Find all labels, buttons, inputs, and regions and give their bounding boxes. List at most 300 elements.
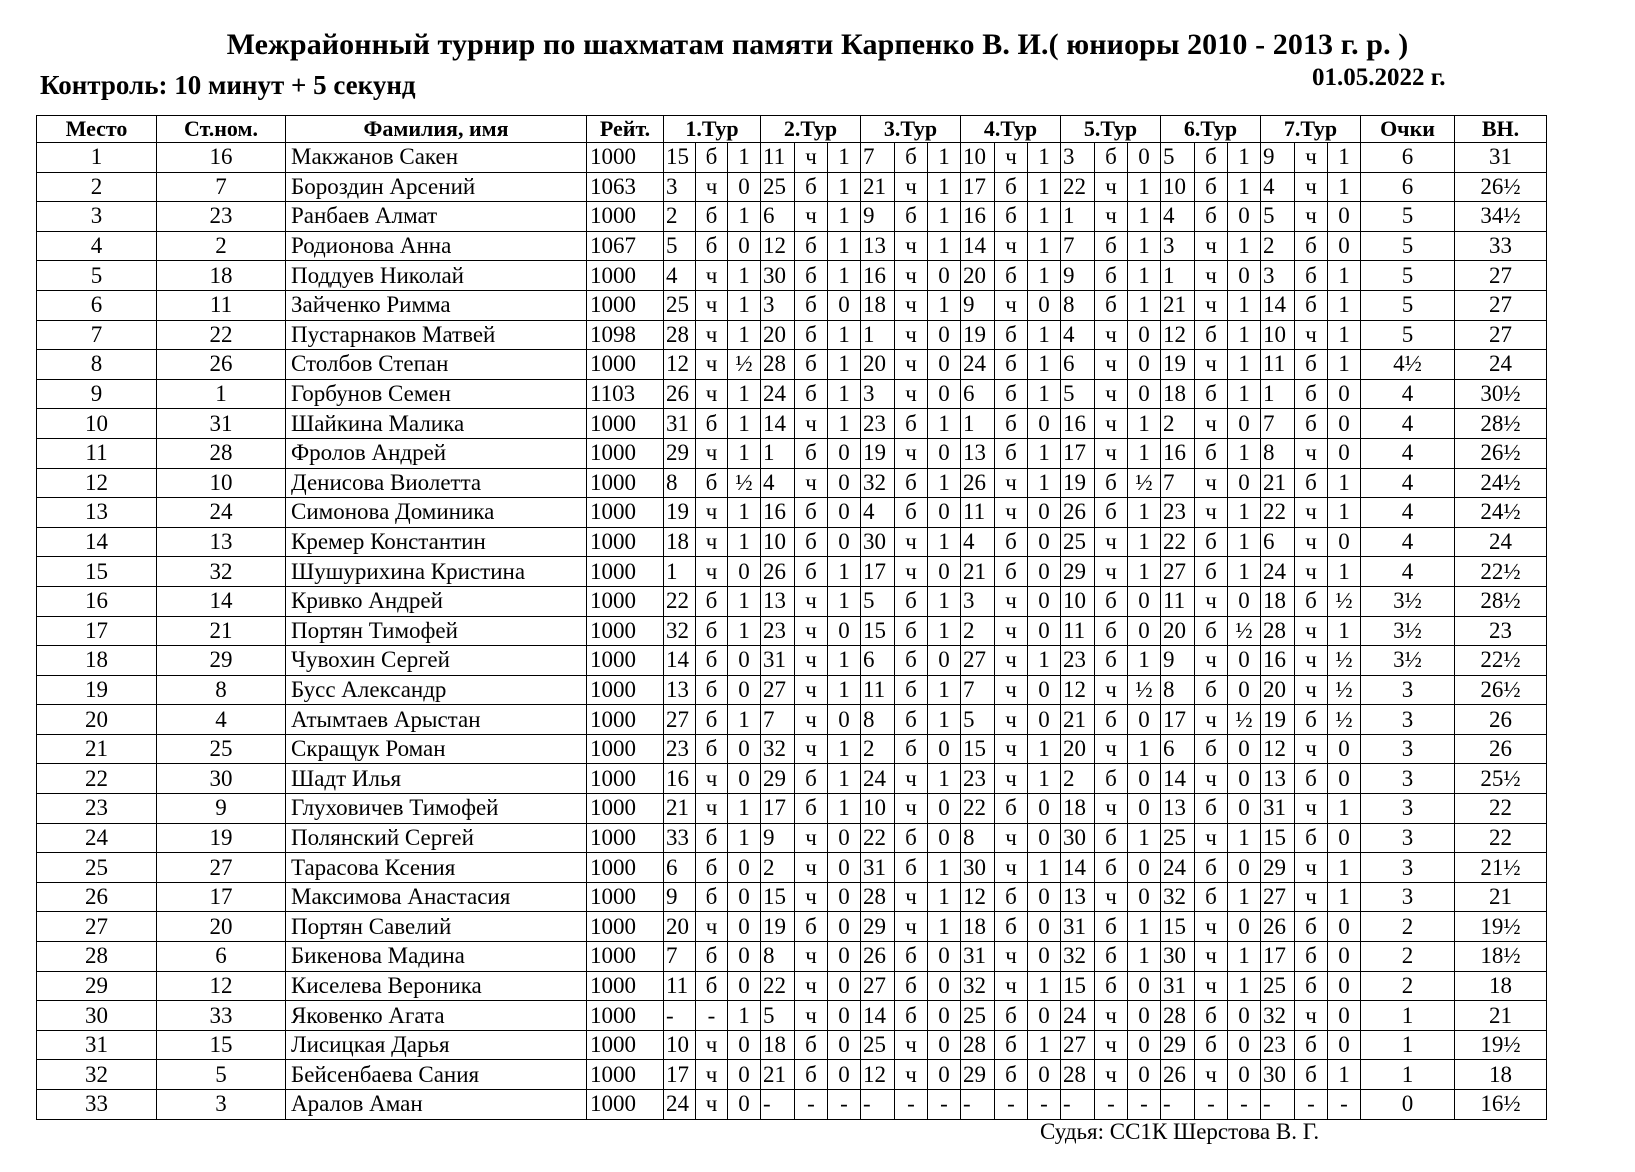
- round-7-color: -: [1295, 1090, 1328, 1120]
- round-2-opponent: 13: [761, 586, 795, 616]
- round-1-opponent: 4: [664, 261, 696, 291]
- round-1-opponent: 27: [664, 705, 696, 735]
- tiebreak: 26½: [1455, 438, 1547, 468]
- rating: 1000: [587, 1030, 664, 1060]
- player-name: Шушурихина Кристина: [286, 557, 587, 587]
- time-control: Контроль: 10 минут + 5 секунд: [40, 70, 416, 100]
- round-6-opponent: 7: [1161, 468, 1195, 498]
- round-7-opponent: 20: [1261, 675, 1295, 705]
- round-3-opponent: 28: [861, 882, 895, 912]
- round-5-result: 1: [1128, 912, 1161, 942]
- round-3-color: б: [895, 675, 928, 705]
- round-6-color: -: [1195, 1090, 1228, 1120]
- rating: 1000: [587, 468, 664, 498]
- place: 30: [37, 1001, 157, 1031]
- round-3-opponent: 31: [861, 853, 895, 883]
- round-3-result: 0: [928, 734, 961, 764]
- rating: 1000: [587, 823, 664, 853]
- round-2-color: б: [795, 557, 828, 587]
- round-7-color: ч: [1295, 172, 1328, 202]
- round-6-color: ч: [1195, 586, 1228, 616]
- tiebreak: 28½: [1455, 586, 1547, 616]
- place: 12: [37, 468, 157, 498]
- round-2-result: 0: [828, 1030, 861, 1060]
- table-row: [37, 1060, 1547, 1090]
- round-2-color: ч: [795, 675, 828, 705]
- round-1-color: ч: [696, 438, 728, 468]
- round-7-result: 1: [1328, 794, 1361, 824]
- round-7-result: 0: [1328, 1030, 1361, 1060]
- tiebreak: 28½: [1455, 409, 1547, 439]
- rating: 1000: [587, 882, 664, 912]
- round-4-opponent: 19: [961, 320, 995, 350]
- round-6-color: б: [1195, 734, 1228, 764]
- round-1-result: 1: [728, 202, 761, 232]
- round-5-color: б: [1095, 468, 1128, 498]
- round-1-color: ч: [696, 1030, 728, 1060]
- round-4-color: б: [995, 438, 1028, 468]
- round-7-color: ч: [1295, 794, 1328, 824]
- place: 14: [37, 527, 157, 557]
- round-3-color: б: [895, 942, 928, 972]
- round-4-result: 1: [1028, 320, 1061, 350]
- round-4-color: ч: [995, 290, 1028, 320]
- round-4-result: 1: [1028, 379, 1061, 409]
- round-5-result: 1: [1128, 823, 1161, 853]
- round-4-color: ч: [995, 498, 1028, 528]
- round-3-result: 0: [928, 350, 961, 380]
- tiebreak: 27: [1455, 290, 1547, 320]
- round-3-color: б: [895, 971, 928, 1001]
- round-4-opponent: 32: [961, 971, 995, 1001]
- round-7-result: 1: [1328, 498, 1361, 528]
- round-1-result: 1: [728, 616, 761, 646]
- round-2-opponent: 17: [761, 794, 795, 824]
- round-6-opponent: 10: [1161, 172, 1195, 202]
- round-4-opponent: 27: [961, 646, 995, 676]
- tiebreak: 27: [1455, 261, 1547, 291]
- round-6-color: ч: [1195, 942, 1228, 972]
- round-6-result: 0: [1228, 794, 1261, 824]
- points: 3½: [1361, 646, 1455, 676]
- rating: 1000: [587, 1090, 664, 1120]
- round-5-result: 1: [1128, 261, 1161, 291]
- round-2-color: б: [795, 912, 828, 942]
- round-1-opponent: 23: [664, 734, 696, 764]
- round-6-result: 1: [1228, 823, 1261, 853]
- round-2-opponent: 9: [761, 823, 795, 853]
- round-5-color: б: [1095, 764, 1128, 794]
- round-7-color: ч: [1295, 438, 1328, 468]
- round-4-opponent: 21: [961, 557, 995, 587]
- round-2-color: ч: [795, 882, 828, 912]
- points: 4: [1361, 379, 1455, 409]
- header-rating: Рейт.: [587, 116, 664, 143]
- place: 24: [37, 823, 157, 853]
- round-4-opponent: 14: [961, 231, 995, 261]
- round-5-color: б: [1095, 705, 1128, 735]
- place: 9: [37, 379, 157, 409]
- round-4-color: б: [995, 320, 1028, 350]
- round-6-result: 1: [1228, 438, 1261, 468]
- round-4-opponent: 3: [961, 586, 995, 616]
- tiebreak: 24½: [1455, 468, 1547, 498]
- round-1-result: 1: [728, 794, 761, 824]
- round-1-result: 1: [728, 823, 761, 853]
- round-2-result: -: [828, 1090, 861, 1120]
- start-number: 5: [157, 1060, 286, 1090]
- round-7-result: 0: [1328, 527, 1361, 557]
- round-3-opponent: 24: [861, 764, 895, 794]
- round-2-result: 1: [828, 794, 861, 824]
- round-5-result: 0: [1128, 705, 1161, 735]
- round-7-opponent: 3: [1261, 261, 1295, 291]
- round-6-result: 0: [1228, 409, 1261, 439]
- table-row: [37, 764, 1547, 794]
- rating: 1067: [587, 231, 664, 261]
- round-5-opponent: 4: [1061, 320, 1095, 350]
- round-4-result: 0: [1028, 586, 1061, 616]
- round-1-opponent: 15: [664, 143, 696, 173]
- start-number: 27: [157, 853, 286, 883]
- round-4-opponent: 11: [961, 498, 995, 528]
- points: 4: [1361, 409, 1455, 439]
- round-5-result: 1: [1128, 231, 1161, 261]
- round-1-color: б: [696, 882, 728, 912]
- round-1-color: б: [696, 231, 728, 261]
- start-number: 18: [157, 261, 286, 291]
- round-3-result: 1: [928, 882, 961, 912]
- round-4-result: 1: [1028, 438, 1061, 468]
- place: 25: [37, 853, 157, 883]
- place: 8: [37, 350, 157, 380]
- round-7-color: ч: [1295, 202, 1328, 232]
- table-row: [37, 942, 1547, 972]
- round-2-opponent: 19: [761, 912, 795, 942]
- round-3-opponent: 15: [861, 616, 895, 646]
- round-7-result: 1: [1328, 172, 1361, 202]
- place: 11: [37, 438, 157, 468]
- round-1-opponent: 2: [664, 202, 696, 232]
- round-4-opponent: 29: [961, 1060, 995, 1090]
- round-6-color: ч: [1195, 468, 1228, 498]
- round-7-result: 0: [1328, 823, 1361, 853]
- round-7-color: б: [1295, 379, 1328, 409]
- round-2-result: 0: [828, 468, 861, 498]
- round-2-result: 1: [828, 379, 861, 409]
- header-round-6: 6.Тур: [1161, 116, 1261, 143]
- round-3-opponent: 11: [861, 675, 895, 705]
- points: 2: [1361, 971, 1455, 1001]
- round-5-result: 0: [1128, 794, 1161, 824]
- start-number: 16: [157, 143, 286, 173]
- round-6-color: б: [1195, 853, 1228, 883]
- round-2-result: 1: [828, 557, 861, 587]
- round-5-color: ч: [1095, 379, 1128, 409]
- round-7-color: ч: [1295, 498, 1328, 528]
- tiebreak: 26: [1455, 705, 1547, 735]
- points: 5: [1361, 231, 1455, 261]
- round-1-color: ч: [696, 764, 728, 794]
- round-3-color: ч: [895, 557, 928, 587]
- round-6-result: 1: [1228, 527, 1261, 557]
- round-4-color: ч: [995, 586, 1028, 616]
- round-2-color: ч: [795, 409, 828, 439]
- round-3-opponent: 14: [861, 1001, 895, 1031]
- start-number: 1: [157, 379, 286, 409]
- round-2-opponent: 16: [761, 498, 795, 528]
- points: 0: [1361, 1090, 1455, 1120]
- table-row: [37, 143, 1547, 173]
- round-1-result: 1: [728, 143, 761, 173]
- round-4-opponent: 26: [961, 468, 995, 498]
- round-3-opponent: 32: [861, 468, 895, 498]
- round-7-opponent: -: [1261, 1090, 1295, 1120]
- round-2-result: 1: [828, 143, 861, 173]
- round-1-color: ч: [696, 1060, 728, 1090]
- round-2-color: б: [795, 231, 828, 261]
- round-1-opponent: -: [664, 1001, 696, 1031]
- round-2-color: ч: [795, 1001, 828, 1031]
- tiebreak: 30½: [1455, 379, 1547, 409]
- round-3-color: б: [895, 468, 928, 498]
- round-1-color: б: [696, 202, 728, 232]
- round-4-result: 1: [1028, 1030, 1061, 1060]
- round-2-opponent: 4: [761, 468, 795, 498]
- round-5-color: -: [1095, 1090, 1128, 1120]
- round-7-opponent: 27: [1261, 882, 1295, 912]
- round-3-result: 1: [928, 290, 961, 320]
- player-name: Шадт Илья: [286, 764, 587, 794]
- table-row: [37, 409, 1547, 439]
- place: 31: [37, 1030, 157, 1060]
- round-4-result: 1: [1028, 202, 1061, 232]
- table-row: [37, 202, 1547, 232]
- points: 4: [1361, 498, 1455, 528]
- rating: 1063: [587, 172, 664, 202]
- round-4-opponent: 23: [961, 764, 995, 794]
- round-6-result: 0: [1228, 468, 1261, 498]
- round-5-color: ч: [1095, 527, 1128, 557]
- round-6-color: ч: [1195, 912, 1228, 942]
- round-5-result: 1: [1128, 409, 1161, 439]
- round-7-opponent: 7: [1261, 409, 1295, 439]
- round-6-color: б: [1195, 794, 1228, 824]
- round-1-opponent: 25: [664, 290, 696, 320]
- place: 23: [37, 794, 157, 824]
- round-4-opponent: 10: [961, 143, 995, 173]
- round-3-color: ч: [895, 290, 928, 320]
- tiebreak: 18: [1455, 1060, 1547, 1090]
- start-number: 30: [157, 764, 286, 794]
- round-2-result: 1: [828, 172, 861, 202]
- round-6-result: 1: [1228, 557, 1261, 587]
- start-number: 28: [157, 438, 286, 468]
- round-2-result: 0: [828, 912, 861, 942]
- round-2-result: 1: [828, 202, 861, 232]
- round-2-opponent: 30: [761, 261, 795, 291]
- round-5-opponent: 11: [1061, 616, 1095, 646]
- round-3-color: ч: [895, 350, 928, 380]
- round-6-opponent: 26: [1161, 1060, 1195, 1090]
- round-6-opponent: 24: [1161, 853, 1195, 883]
- round-2-color: б: [795, 379, 828, 409]
- round-7-result: 0: [1328, 734, 1361, 764]
- round-7-color: ч: [1295, 616, 1328, 646]
- round-1-color: ч: [696, 1090, 728, 1120]
- round-3-color: б: [895, 853, 928, 883]
- round-4-opponent: 30: [961, 853, 995, 883]
- round-3-result: 1: [928, 705, 961, 735]
- round-2-result: 1: [828, 675, 861, 705]
- round-6-opponent: 30: [1161, 942, 1195, 972]
- start-number: 9: [157, 794, 286, 824]
- round-4-result: 1: [1028, 172, 1061, 202]
- round-3-color: б: [895, 586, 928, 616]
- round-6-opponent: 2: [1161, 409, 1195, 439]
- player-name: Полянский Сергей: [286, 823, 587, 853]
- round-4-result: 1: [1028, 231, 1061, 261]
- round-5-opponent: 1: [1061, 202, 1095, 232]
- rating: 1000: [587, 438, 664, 468]
- tiebreak: 24: [1455, 527, 1547, 557]
- table-row: [37, 675, 1547, 705]
- round-7-opponent: 2: [1261, 231, 1295, 261]
- round-7-result: 1: [1328, 290, 1361, 320]
- round-5-color: ч: [1095, 675, 1128, 705]
- round-2-color: б: [795, 794, 828, 824]
- round-2-color: -: [795, 1090, 828, 1120]
- round-5-opponent: 21: [1061, 705, 1095, 735]
- rating: 1000: [587, 409, 664, 439]
- round-5-opponent: 7: [1061, 231, 1095, 261]
- round-3-opponent: 7: [861, 143, 895, 173]
- round-7-result: 0: [1328, 971, 1361, 1001]
- place: 2: [37, 172, 157, 202]
- round-7-opponent: 23: [1261, 1030, 1295, 1060]
- round-7-color: б: [1295, 290, 1328, 320]
- round-5-color: б: [1095, 290, 1128, 320]
- round-3-color: ч: [895, 882, 928, 912]
- tiebreak: 26½: [1455, 172, 1547, 202]
- rating: 1000: [587, 646, 664, 676]
- round-2-color: б: [795, 1060, 828, 1090]
- player-name: Макжанов Сакен: [286, 143, 587, 173]
- round-5-result: 1: [1128, 646, 1161, 676]
- place: 28: [37, 942, 157, 972]
- round-5-opponent: 15: [1061, 971, 1095, 1001]
- points: 3½: [1361, 586, 1455, 616]
- round-4-opponent: 8: [961, 823, 995, 853]
- round-6-opponent: 28: [1161, 1001, 1195, 1031]
- round-7-result: ½: [1328, 646, 1361, 676]
- round-7-color: б: [1295, 912, 1328, 942]
- round-2-opponent: 31: [761, 646, 795, 676]
- round-6-color: ч: [1195, 646, 1228, 676]
- round-5-result: 0: [1128, 1060, 1161, 1090]
- round-1-color: ч: [696, 379, 728, 409]
- round-3-result: 1: [928, 202, 961, 232]
- header-round-5: 5.Тур: [1061, 116, 1161, 143]
- start-number: 10: [157, 468, 286, 498]
- round-2-opponent: 26: [761, 557, 795, 587]
- round-2-color: ч: [795, 202, 828, 232]
- round-7-color: б: [1295, 1060, 1328, 1090]
- round-3-opponent: 23: [861, 409, 895, 439]
- tiebreak: 21: [1455, 1001, 1547, 1031]
- round-4-color: б: [995, 350, 1028, 380]
- round-4-result: 1: [1028, 350, 1061, 380]
- player-name: Лисицкая Дарья: [286, 1030, 587, 1060]
- rating: 1000: [587, 971, 664, 1001]
- round-5-opponent: 17: [1061, 438, 1095, 468]
- round-3-color: б: [895, 143, 928, 173]
- round-6-color: ч: [1195, 705, 1228, 735]
- round-1-opponent: 1: [664, 557, 696, 587]
- round-7-color: б: [1295, 231, 1328, 261]
- round-3-result: 1: [928, 409, 961, 439]
- player-name: Чувохин Сергей: [286, 646, 587, 676]
- round-6-color: б: [1195, 172, 1228, 202]
- round-2-opponent: 25: [761, 172, 795, 202]
- round-7-opponent: 1: [1261, 379, 1295, 409]
- round-7-opponent: 5: [1261, 202, 1295, 232]
- round-3-color: ч: [895, 1030, 928, 1060]
- round-3-color: ч: [895, 231, 928, 261]
- tiebreak: 27: [1455, 320, 1547, 350]
- round-3-result: 0: [928, 942, 961, 972]
- round-5-result: 1: [1128, 438, 1161, 468]
- round-4-result: 1: [1028, 261, 1061, 291]
- round-1-opponent: 6: [664, 853, 696, 883]
- round-6-color: ч: [1195, 823, 1228, 853]
- round-5-color: ч: [1095, 557, 1128, 587]
- round-4-opponent: 12: [961, 882, 995, 912]
- round-1-result: 0: [728, 557, 761, 587]
- round-3-opponent: 3: [861, 379, 895, 409]
- round-4-result: 1: [1028, 853, 1061, 883]
- round-7-opponent: 9: [1261, 143, 1295, 173]
- player-name: Родионова Анна: [286, 231, 587, 261]
- place: 20: [37, 705, 157, 735]
- round-7-result: 0: [1328, 912, 1361, 942]
- round-6-result: 0: [1228, 1030, 1261, 1060]
- round-4-result: 0: [1028, 498, 1061, 528]
- round-3-result: 1: [928, 172, 961, 202]
- player-name: Максимова Анастасия: [286, 882, 587, 912]
- player-name: Глуховичев Тимофей: [286, 794, 587, 824]
- points: 1: [1361, 1001, 1455, 1031]
- round-6-result: 0: [1228, 1001, 1261, 1031]
- round-6-color: б: [1195, 675, 1228, 705]
- round-1-color: ч: [696, 172, 728, 202]
- player-name: Зайченко Римма: [286, 290, 587, 320]
- round-1-result: 1: [728, 1001, 761, 1031]
- round-3-opponent: 20: [861, 350, 895, 380]
- round-5-color: ч: [1095, 202, 1128, 232]
- table-row: [37, 379, 1547, 409]
- round-6-result: 1: [1228, 379, 1261, 409]
- round-5-result: ½: [1128, 468, 1161, 498]
- round-1-opponent: 18: [664, 527, 696, 557]
- round-6-color: ч: [1195, 764, 1228, 794]
- table-row: [37, 882, 1547, 912]
- round-2-color: б: [795, 350, 828, 380]
- round-1-color: -: [696, 1001, 728, 1031]
- round-4-opponent: 22: [961, 794, 995, 824]
- round-1-result: ½: [728, 468, 761, 498]
- points: 4: [1361, 557, 1455, 587]
